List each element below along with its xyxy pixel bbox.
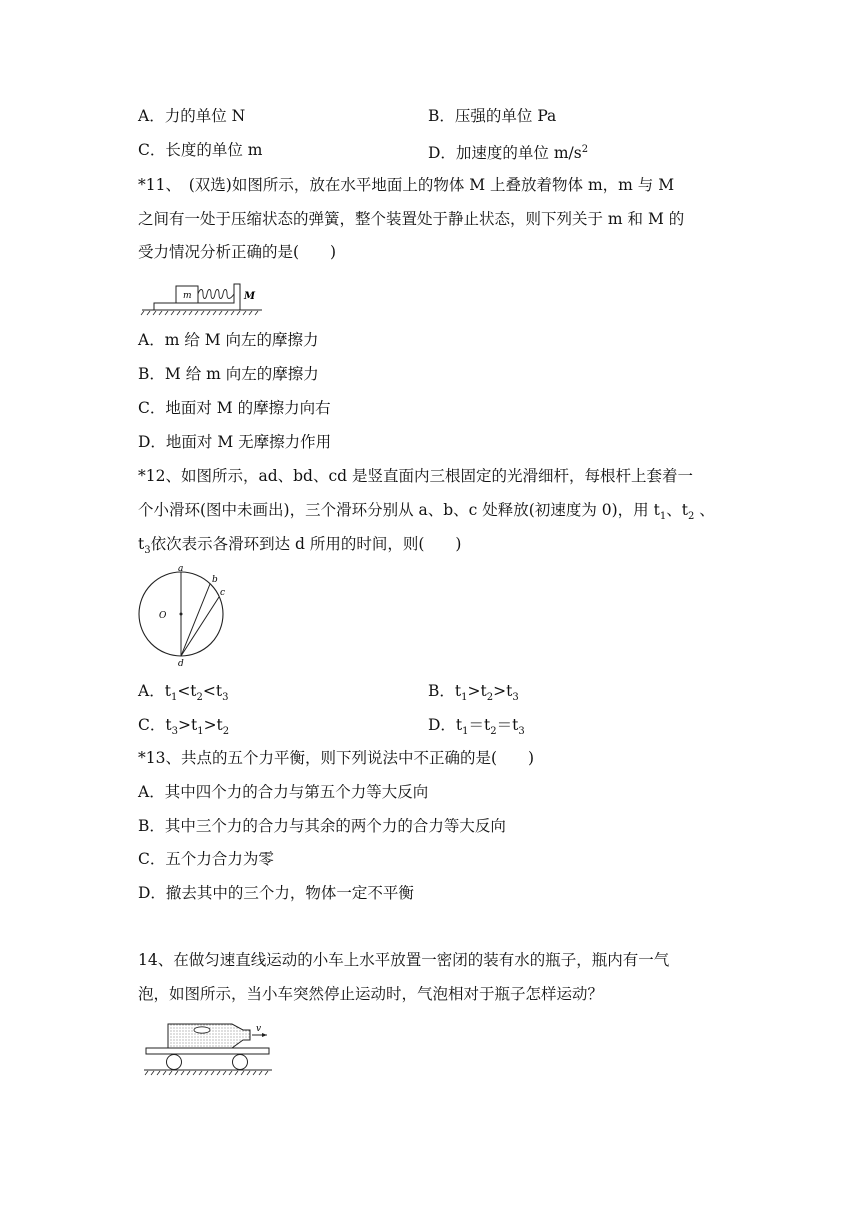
label-O: O	[159, 611, 167, 621]
q14-figure	[140, 1018, 275, 1084]
q12-figure	[134, 562, 234, 674]
q13-option-c: C．五个力合力为零	[138, 850, 274, 868]
q12-stem-line-3: $t_3$依次表示各滑环到达 d 所用的时间，则( )	[138, 535, 462, 557]
q13-stem: *13、共点的五个力平衡，则下列说法中不正确的是( )	[138, 749, 535, 767]
q12-option-a: A．$t_1<t_2<t_3$	[138, 682, 229, 704]
q11-figure	[140, 278, 270, 322]
q14-stem-line-1: 14、在做匀速直线运动的小车上水平放置一密闭的装有水的瓶子，瓶内有一气	[138, 951, 670, 969]
q11-stem-line-3: 受力情况分析正确的是( )	[138, 243, 337, 261]
q11-stem-line-1: *11、 (双选)如图所示，放在水平地面上的物体 M 上叠放着物体 m，m 与 M	[138, 176, 675, 194]
q14-stem-line-2: 泡，如图所示，当小车突然停止运动时，气泡相对于瓶子怎样运动？	[138, 985, 604, 1003]
q11-option-a: A．m 给 M 向左的摩擦力	[138, 331, 319, 349]
option-a-prev: A．力的单位 N	[138, 107, 246, 125]
q11-option-c: C．地面对 M 的摩擦力向右	[138, 399, 331, 417]
option-d-prev: D．加速度的单位 $m/s^2$	[428, 144, 589, 163]
q13-option-d: D．撤去其中的三个力，物体一定不平衡	[138, 884, 414, 902]
q12-stem-line-1: *12、如图所示，ad、bd、cd 是竖直面内三根固定的光滑细杆，每根杆上套着一	[138, 467, 694, 485]
q11-option-b: B．M 给 m 向左的摩擦力	[138, 365, 319, 383]
q12-stem-line-2: 个小滑环(图中未画出)，三个滑环分别从 a、b、c 处释放(初速度为 0)，用 $t_1$、$t_2$ 、	[138, 501, 715, 523]
label-a: a	[178, 564, 184, 574]
label-c: c	[220, 588, 226, 598]
q12-option-c: C．$t_3>t_1>t_2$	[138, 716, 230, 738]
label-M: M	[244, 291, 256, 302]
q12-option-b: B．$t_1>t_2>t_3$	[428, 682, 519, 704]
label-m: m	[183, 291, 192, 301]
q13-option-b: B．其中三个力的合力与其余的两个力的合力等大反向	[138, 817, 506, 835]
q13-option-a: A．其中四个力的合力与第五个力等大反向	[138, 783, 429, 801]
option-b-prev: B．压强的单位 Pa	[428, 107, 557, 125]
q12-option-d: D．$t_1=t_2=t_3$	[428, 716, 525, 738]
label-d: d	[178, 659, 184, 669]
q11-option-d: D．地面对 M 无摩擦力作用	[138, 433, 332, 451]
label-v: v	[256, 1024, 262, 1034]
q11-stem-line-2: 之间有一处于压缩状态的弹簧，整个装置处于静止状态，则下列关于 m 和 M 的	[138, 210, 685, 228]
label-b: b	[212, 575, 218, 585]
option-c-prev: C．长度的单位 m	[138, 141, 263, 159]
